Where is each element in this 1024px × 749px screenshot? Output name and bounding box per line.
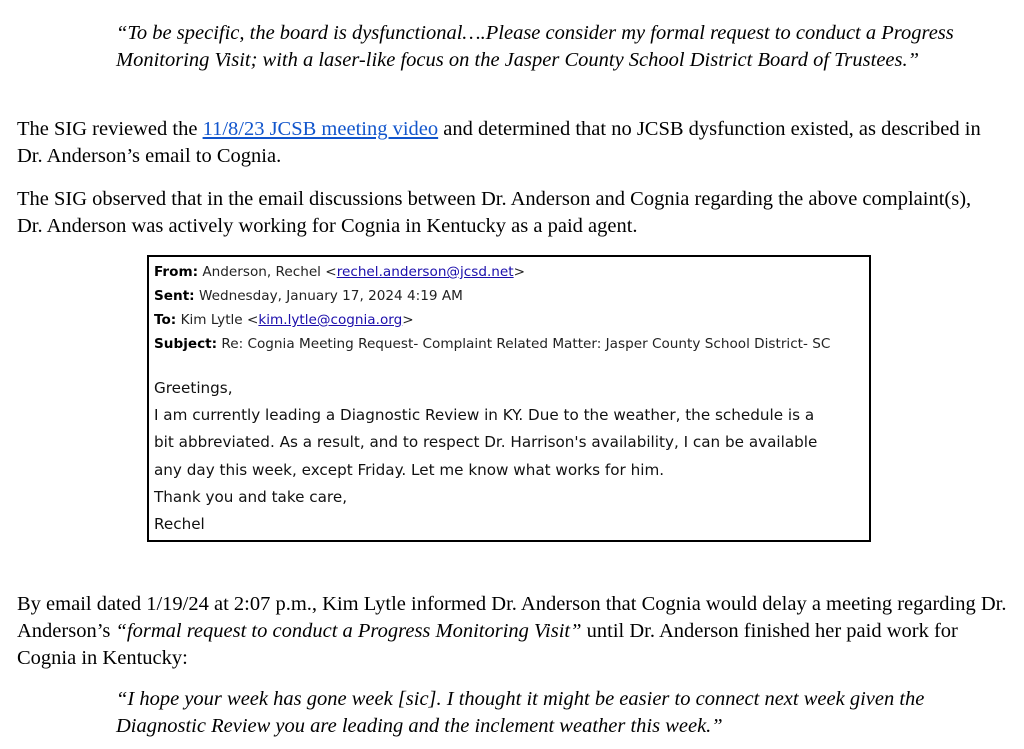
email-body [154, 375, 869, 538]
paragraph-sig-reviewed-video [17, 116, 984, 170]
email-sent-row [154, 284, 869, 308]
paragraph-sig-observed: The SIG observed that in the email discussions between Dr. Anderson and Cognia regarding the above complaint(s), Dr. Anderson was actively working for Cognia in Kentucky as a paid agent. [17, 188, 972, 237]
email-body-line: any day this week, except Friday. Let me know what works for him. [154, 460, 665, 479]
email-to-row [154, 308, 869, 332]
paragraph-text-after-quote: until Dr. Anderson finished her paid work for Cognia in Kentucky: [17, 620, 958, 669]
paragraph-text-before-quote: By email dated 1/19/24 at 2:07 p.m., Kim Lytle informed Dr. Anderson that Cognia would delay a meeting regarding Dr. Anderson’s [17, 593, 1007, 642]
inline-quote-formal-request: “formal request to conduct a Progress Monitoring Visit” [115, 620, 582, 642]
email-to-label: To: [154, 312, 177, 328]
email-screenshot [147, 255, 871, 542]
email-to-name: Kim Lytle < [176, 312, 259, 328]
email-from-end: > [513, 264, 526, 280]
email-subject-value: Re: Cognia Meeting Request- Complaint Related Matter: Jasper County School District- SC [217, 336, 831, 352]
email-body-line: bit abbreviated. As a result, and to respect Dr. Harrison's availability, I can be available [154, 433, 818, 452]
email-subject-label: Subject: [154, 336, 218, 352]
block-quote-board-dysfunctional: “To be specific, the board is dysfunctional….Please consider my formal request to conduct a Progress Monitoring Visit; with a laser-like focus on the Jasper County School District Board of Trustees.” [116, 22, 954, 71]
email-body-line: Thank you and take care, [154, 487, 348, 506]
paragraph-text-after-link: and determined that no JCSB dysfunction existed, as described in Dr. Anderson’s email to Cognia. [17, 118, 981, 167]
meeting-video-link[interactable]: 11/8/23 JCSB meeting video [202, 118, 439, 140]
email-sent-value: Wednesday, January 17, 2024 4:19 AM [194, 288, 463, 304]
email-body-line: I am currently leading a Diagnostic Review in KY. Due to the weather, the schedule is a [154, 406, 815, 425]
block-quote-kim-lytle: “I hope your week has gone week [sic]. I thought it might be easier to connect next week given the Diagnostic Review you are leading and the inclement weather this week.” [116, 688, 925, 737]
email-from-address-link[interactable]: rechel.anderson@jcsd.net [336, 264, 514, 280]
email-body-line: Rechel [154, 515, 205, 534]
email-from-row [154, 260, 869, 284]
email-sent-label: Sent: [154, 288, 195, 304]
email-subject-row [154, 332, 869, 356]
email-to-address-link[interactable]: kim.lytle@cognia.org [258, 312, 403, 328]
email-to-end: > [402, 312, 414, 328]
email-body-line: Greetings, [154, 379, 233, 397]
paragraph-email-dated [17, 591, 1014, 672]
email-from-name: Anderson, Rechel < [198, 264, 337, 280]
email-from-label: From: [154, 264, 199, 280]
paragraph-text-before-link: The SIG reviewed the [17, 118, 203, 140]
